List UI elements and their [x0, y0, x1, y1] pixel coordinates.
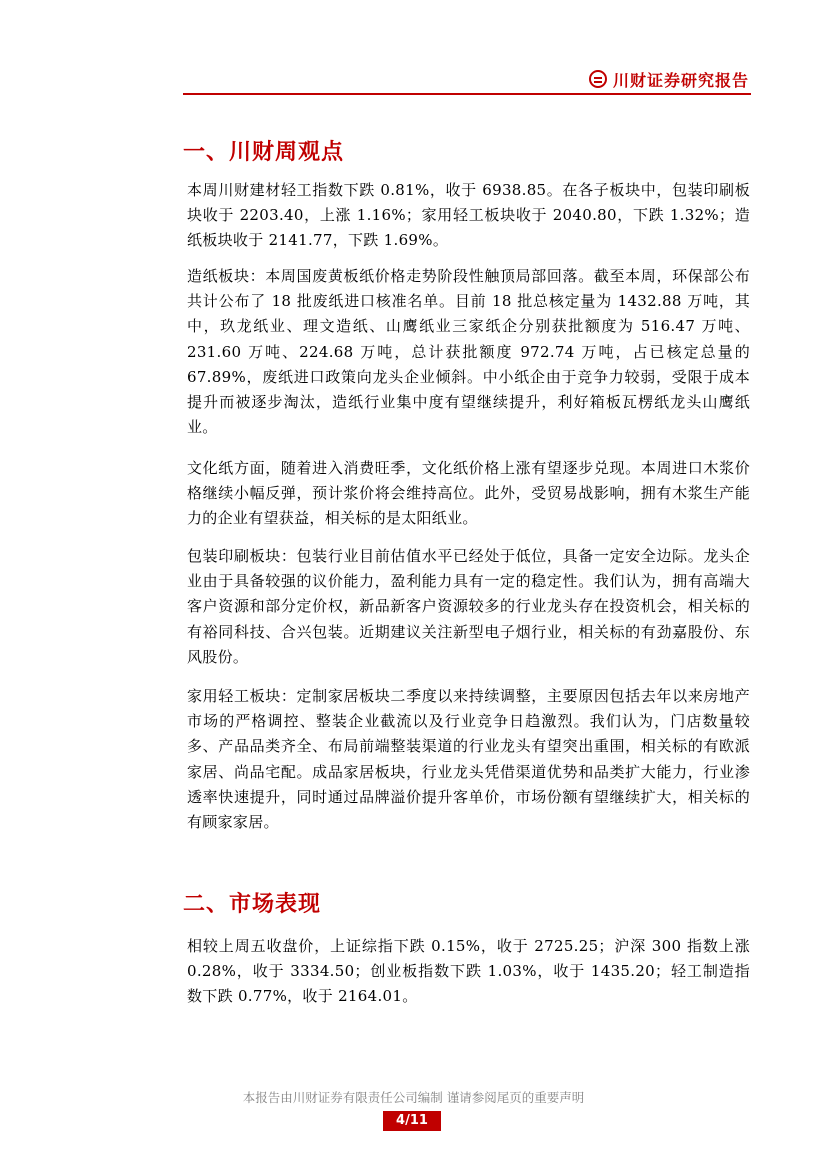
header-brand [589, 68, 749, 90]
section-title-weekly-view: 一、川财周观点 [183, 140, 345, 165]
paragraph-paper-sector: 造纸板块：本周国废黄板纸价格走势阶段性触顶局部回落。截至本周，环保部公布共计公布了 18 批废纸进口核准名单。目前 18 批总核定量为 1432.88 万吨，其中，玖龙纸业、理文造纸、山鹰纸业三家纸企分别获批额度为 516.47 万吨、231.60 万吨、224.68 万吨，总计获批额度 972.74 万吨，占已核定总量的 67.89%，废纸进口政策向龙头企业倾斜。中小纸企由于竞争力较弱，受限于成本提升而被逐步淘汰，造纸行业集中度有望继续提升，利好箱板瓦楞纸龙头山鹰纸业。 [187, 267, 750, 437]
header-divider [183, 93, 751, 95]
paragraph-household-sector: 家用轻工板块：定制家居板块二季度以来持续调整，主要原因包括去年以来房地产市场的严格调控、整装企业截流以及行业竞争日趋激烈。我们认为，门店数量较多、产品品类齐全、布局前端整装渠道的行业龙头有望突出重围，相关标的有欧派家居、尚品宅配。成品家居板块，行业龙头凭借渠道优势和品类扩大能力，行业渗透率快速提升，同时通过品牌溢价提升客单价，市场份额有望继续扩大，相关标的有顾家家居。 [187, 687, 750, 832]
paragraph-packaging-sector: 包装印刷板块：包装行业目前估值水平已经处于低位，具备一定安全边际。龙头企业由于具备较强的议价能力，盈利能力具有一定的稳定性。我们认为，拥有高端大客户资源和部分定价权，新品新客户资源较多的行业龙头存在投资机会，相关标的有裕同科技、合兴包装。近期建议关注新型电子烟行业，相关标的有劲嘉股份、东风股份。 [187, 547, 750, 666]
footer-disclaimer: 本报告由川财证券有限责任公司编制 谨请参阅尾页的重要声明 [242, 1090, 585, 1105]
brand-name: 川财证券研究报告 [612, 70, 749, 90]
paragraph-market-indices: 相较上周五收盘价，上证综指下跌 0.15%，收于 2725.25；沪深 300 指数上涨 0.28%，收于 3334.50；创业板指数下跌 1.03%，收于 1435.20；轻工制造指数下跌 0.77%，收于 2164.01。 [187, 937, 750, 1006]
paragraph-index-summary: 本周川财建材轻工指数下跌 0.81%，收于 6938.85。在各子板块中，包装印刷板块收于 2203.40，上涨 1.16%；家用轻工板块收于 2040.80，下跌 1.32%；造纸板块收于 2141.77，下跌 1.69%。 [187, 181, 750, 250]
section-title-market-performance: 二、市场表现 [183, 892, 322, 917]
paragraph-culture-paper: 文化纸方面，随着进入消费旺季，文化纸价格上涨有望逐步兑现。本周进口木浆价格继续小幅反弹，预计浆价将会维持高位。此外，受贸易战影响，拥有木浆生产能力的企业有望获益，相关标的是太阳纸业。 [187, 459, 750, 528]
chuancai-logo-icon [589, 70, 607, 88]
page-number: 4/11 [383, 1111, 441, 1131]
